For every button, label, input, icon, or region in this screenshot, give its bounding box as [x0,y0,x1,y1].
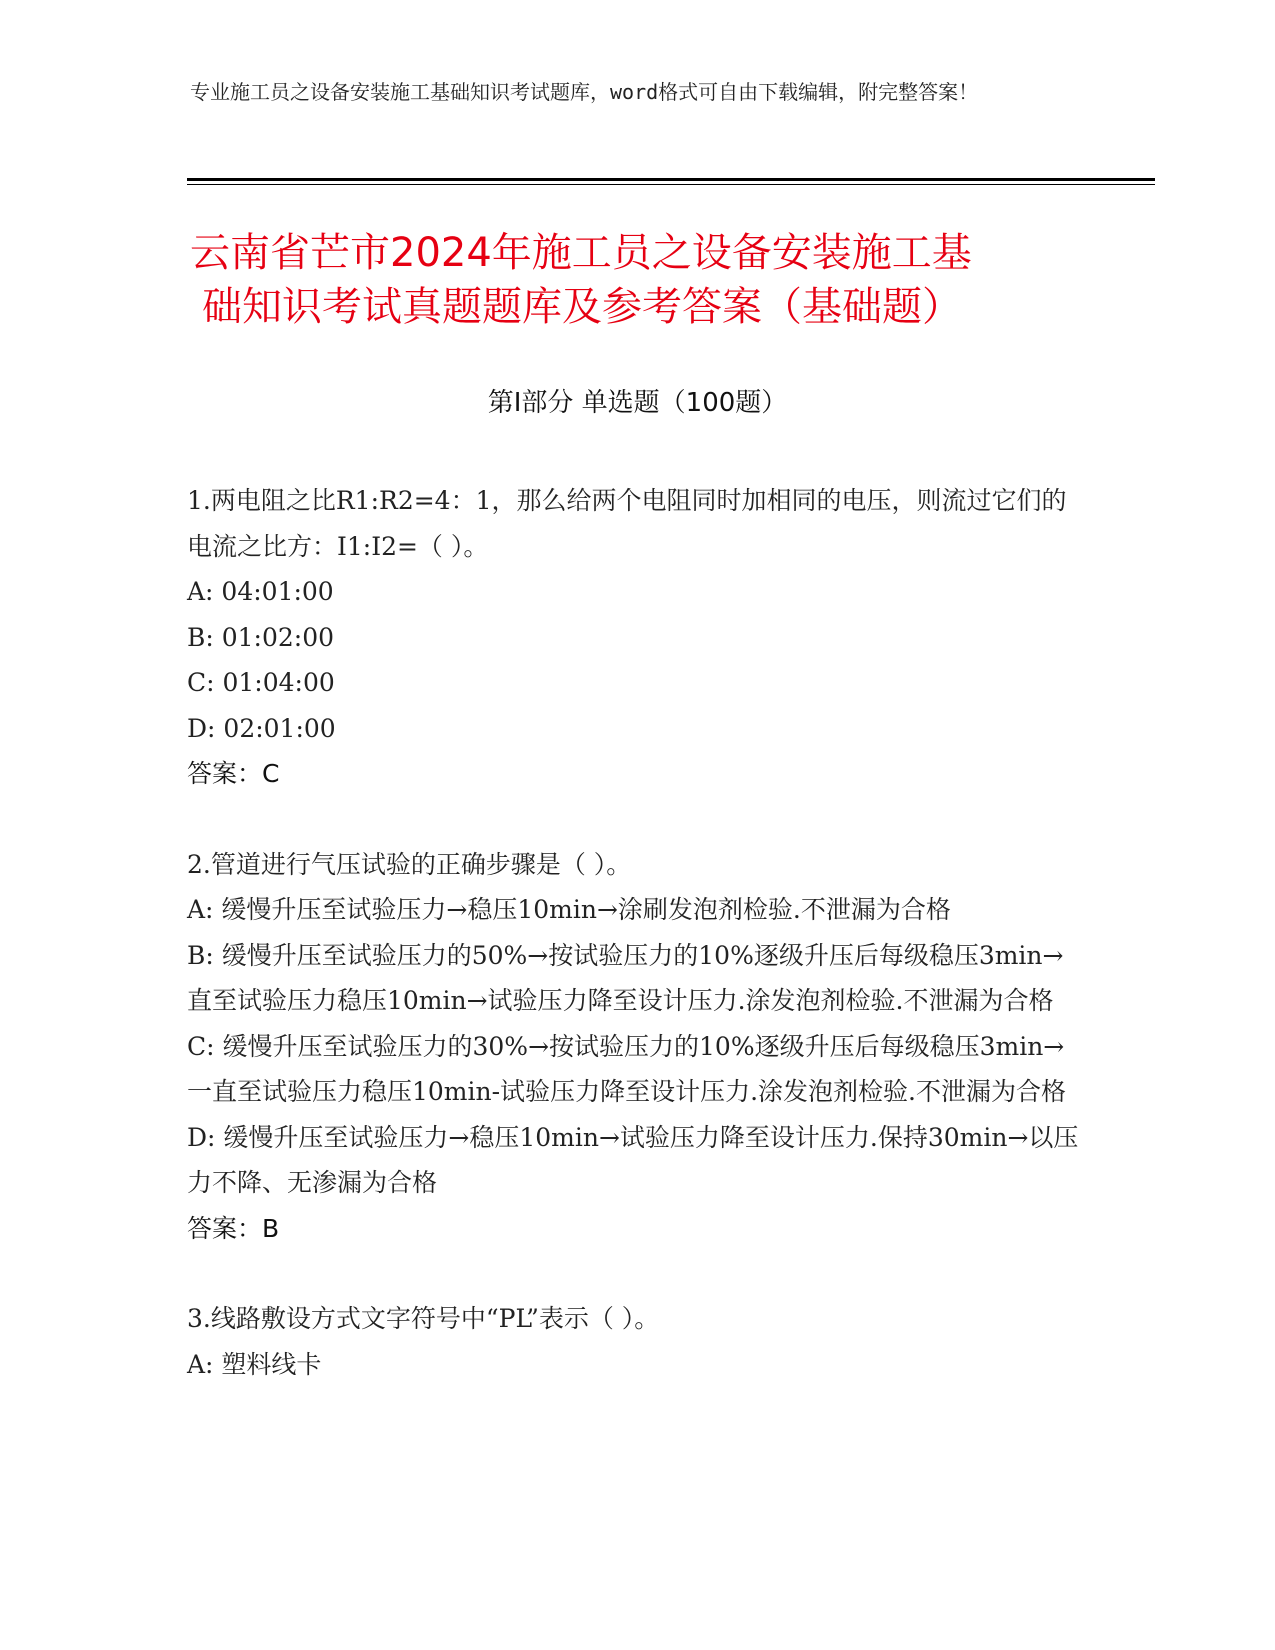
document-title [190,226,1090,334]
question-option: B: 缓慢升压至试验压力的50%→按试验压力的10%逐级升压后每级稳压3min→直至试验压力稳压10min→试验压力降至设计压力.涂发泡剂检验.不泄漏为合格 [187,940,1064,1015]
question-text: 2.管道进行气压试验的正确步骤是（ ）。 [187,849,632,879]
question-answer: 答案：C [187,759,280,788]
question-option: A: 04:01:00 [187,577,334,606]
question-option: A: 缓慢升压至试验压力→稳压10min→涂刷发泡剂检验.不泄漏为合格 [187,895,951,924]
question-answer: 答案：B [187,1213,280,1243]
question-item [187,842,1087,1252]
question-option: C: 01:04:00 [187,668,335,697]
question-item [187,1296,1087,1387]
header-rule-thick [187,178,1155,181]
question-text: 1.两电阻之比R1:R2=4：1，那么给两个电阻同时加相同的电压，则流过它们的电流之比方：I1:I2=（ ）。 [187,486,1067,561]
document-title-line1: 云南省芒市2024年施工员之设备安装施工基 [190,230,972,276]
question-text: 3.线路敷设方式文字符号中“PL”表示（ ）。 [187,1304,660,1333]
header-note: 专业施工员之设备安装施工基础知识考试题库，word格式可自由下载编辑，附完整答案！ [190,80,979,104]
question-list [187,478,1087,1432]
document-title-line2: 础知识考试真题题库及参考答案（基础题） [202,284,962,330]
section-heading: 第Ⅰ部分 单选题（100题） [487,388,788,418]
question-option: B: 01:02:00 [187,622,335,652]
question-option: D: 缓慢升压至试验压力→稳压10min→试验压力降至设计压力.保持30min→以压力不降、无渗漏为合格 [187,1122,1079,1197]
header-rule-thin [187,184,1155,185]
question-option: A: 塑料线卡 [187,1349,322,1379]
question-option: D: 02:01:00 [187,713,336,743]
question-item [187,478,1087,797]
question-option: C: 缓慢升压至试验压力的30%→按试验压力的10%逐级升压后每级稳压3min→一直至试验压力稳压10min-试验压力降至设计压力.涂发泡剂检验.不泄漏为合格 [187,1031,1066,1106]
